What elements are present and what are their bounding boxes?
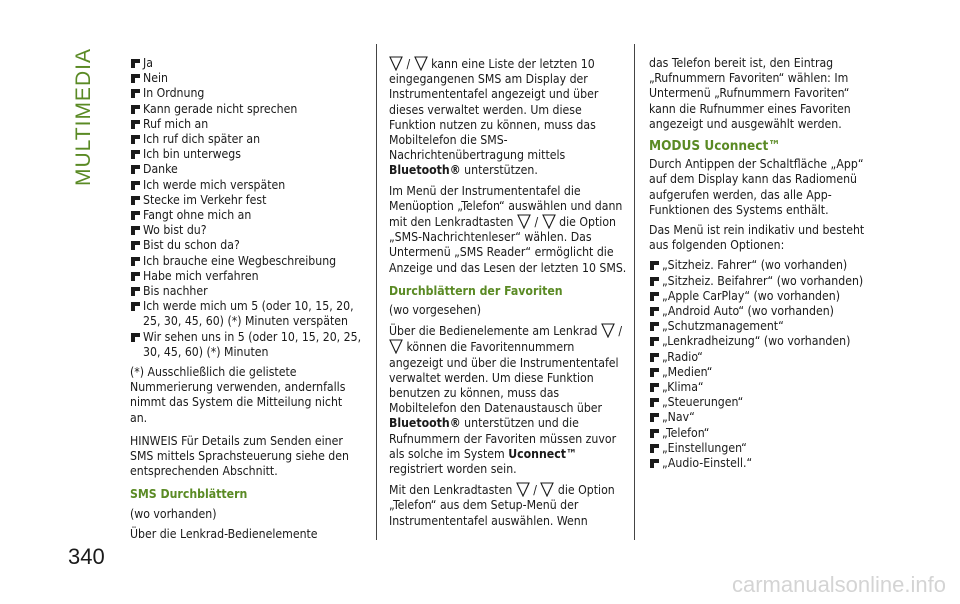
list-item: Wir sehen uns in 5 (oder 10, 15, 20, 25, 30, 45, 60) (*) Minuten	[130, 330, 362, 360]
bluetooth-term: Bluetooth®	[389, 163, 461, 178]
down-arrow-icon	[540, 482, 554, 497]
footnote: (*) Ausschließlich die gelistete Nummerierung verwenden, andernfalls nimmt das System die Mitteilung nicht an.	[130, 365, 346, 425]
list-item: In Ordnung	[130, 86, 362, 101]
list-item: „Sitzheiz. Fahrer“ (wo vorhanden)	[649, 258, 879, 273]
sms-menu-text-b: die Option „SMS-Nachrichtenleser“ wählen. Das Untermenü „SMS Reader“ ermöglicht die Anzeige und das Lesen der letzten 10 SMS.	[389, 215, 627, 275]
list-item: Danke	[130, 162, 362, 177]
list-item: Fangt ohne mich an	[130, 208, 362, 223]
modus-heading: MODUS Uconnect™	[649, 138, 781, 155]
column-divider	[634, 44, 635, 540]
favorites-text-a: Über die Bedienelemente am Lenkrad	[389, 324, 598, 339]
up-arrow-icon	[601, 323, 615, 338]
list-item: „Audio-Einstell.“	[649, 456, 879, 471]
favorites-paragraph	[389, 323, 629, 477]
favorites-continued: das Telefon bereit ist, den Eintrag „Rufnummern Favoriten“ wählen: Im Untermenü „Rufnummern Favoriten“ kann die Rufnummer eines Favoriten angezeigt und ausgewählt werden.	[649, 56, 851, 131]
separator: /	[533, 483, 537, 498]
favorites-text-b: können die Favoritennummern angezeigt und über die Instrumententafel verwaltet werden. Um diese Funktion benutzen zu können, muss das Mobiltelefon den Datenaustausch über	[389, 340, 619, 416]
sms-heading: SMS Durchblättern	[130, 487, 248, 502]
sms-text-b: unterstützen.	[464, 163, 538, 178]
column-right	[649, 56, 879, 471]
sms-menu-paragraph	[389, 184, 629, 276]
list-item: Kann gerade nicht sprechen	[130, 102, 362, 117]
list-item: Stecke im Verkehr fest	[130, 193, 362, 208]
list-item: Ich bin unterwegs	[130, 147, 362, 162]
separator: /	[534, 215, 539, 230]
separator: /	[406, 57, 411, 71]
list-item: Wo bist du?	[130, 223, 362, 238]
section-title: MULTIMEDIA	[72, 48, 95, 186]
favorites-availability: (wo vorgesehen)	[389, 303, 482, 318]
list-item: Ruf mich an	[130, 117, 362, 132]
list-item: „Nav“	[649, 410, 879, 425]
column-left	[130, 56, 362, 547]
list-item: Ja	[130, 56, 362, 71]
page-number: 340	[68, 544, 105, 569]
down-arrow-icon	[414, 56, 428, 71]
down-arrow-icon	[389, 339, 403, 354]
list-item: „Telefon“	[649, 426, 879, 441]
sms-paragraph	[389, 56, 629, 179]
list-item: „Lenkradheizung“ (wo vorhanden)	[649, 334, 879, 349]
watermark: carmanualsonline.info	[731, 572, 946, 597]
phone-option-text-a: Mit den Lenkradtasten	[389, 483, 513, 498]
separator: /	[618, 324, 623, 339]
menu-intro: Das Menü ist rein indikativ und besteht aus folgenden Optionen:	[649, 223, 865, 253]
phone-option-paragraph	[389, 482, 629, 529]
list-item: Ich brauche eine Wegbeschreibung	[130, 254, 362, 269]
sms-availability: (wo vorhanden)	[130, 506, 217, 521]
favorites-text-d: registriert worden sein.	[389, 462, 517, 477]
list-item: „Schutzmanagement“	[649, 319, 879, 334]
list-item: „Steuerungen“	[649, 395, 879, 410]
up-arrow-icon	[516, 482, 530, 497]
list-item: Ich werde mich um 5 (oder 10, 15, 20, 25, 30, 45, 60) (*) Minuten verspäten	[130, 299, 362, 329]
column-divider	[376, 44, 377, 540]
bluetooth-term: Bluetooth®	[389, 416, 461, 431]
list-item: „Sitzheiz. Beifahrer“ (wo vorhanden)	[649, 274, 879, 289]
column-middle	[389, 56, 629, 534]
sms-text-a: kann eine Liste der letzten 10 eingegangenen SMS am Display der Instrumententafel angezeigt und über dieses verwaltet werden. Um diese Funktion nutzen zu können, muss das Mobiltelefon die SMS-Nachrichtenübertragung mittels	[389, 57, 599, 163]
favorites-heading: Durchblättern der Favoriten	[389, 283, 563, 298]
phone-option-text-b: die Option „Telefon“ aus dem Setup-Menü der Instrumententafel auswählen. Wenn	[389, 483, 615, 528]
sms-intro: Über die Lenkrad-Bedienelemente	[130, 526, 318, 541]
list-item: „Einstellungen“	[649, 441, 879, 456]
list-item: „Medien“	[649, 365, 879, 380]
uconnect-term: Uconnect™	[508, 446, 577, 461]
down-arrow-icon	[542, 214, 556, 229]
list-item: Bist du schon da?	[130, 238, 362, 253]
note: HINWEIS Für Details zum Senden einer SMS mittels Sprachsteuerung siehe den entsprechenden Abschnitt.	[130, 433, 349, 479]
list-item: „Apple CarPlay“ (wo vorhanden)	[649, 289, 879, 304]
sms-menu-text-a: Im Menü der Instrumententafel die Menüoption „Telefon“ auswählen und dann mit den Lenkradtasten	[389, 183, 623, 230]
list-item: Habe mich verfahren	[130, 269, 362, 284]
modus-paragraph: Durch Antippen der Schaltfläche „App“ auf dem Display kann das Radiomenü aufgerufen werden, das alle App-Funktionen des Systems enthält.	[649, 157, 864, 217]
up-arrow-icon	[517, 214, 531, 229]
list-item: Ich werde mich verspäten	[130, 178, 362, 193]
list-item: „Radio“	[649, 350, 879, 365]
list-item: „Android Auto“ (wo vorhanden)	[649, 304, 879, 319]
up-arrow-icon	[389, 56, 403, 71]
list-item: Ich ruf dich später an	[130, 132, 362, 147]
favorites-text-c: unterstützen und die Rufnummern der Favoriten müssen zuvor als solche im System	[389, 416, 617, 461]
list-item: Bis nachher	[130, 284, 362, 299]
list-item: Nein	[130, 71, 362, 86]
list-item: „Klima“	[649, 380, 879, 395]
